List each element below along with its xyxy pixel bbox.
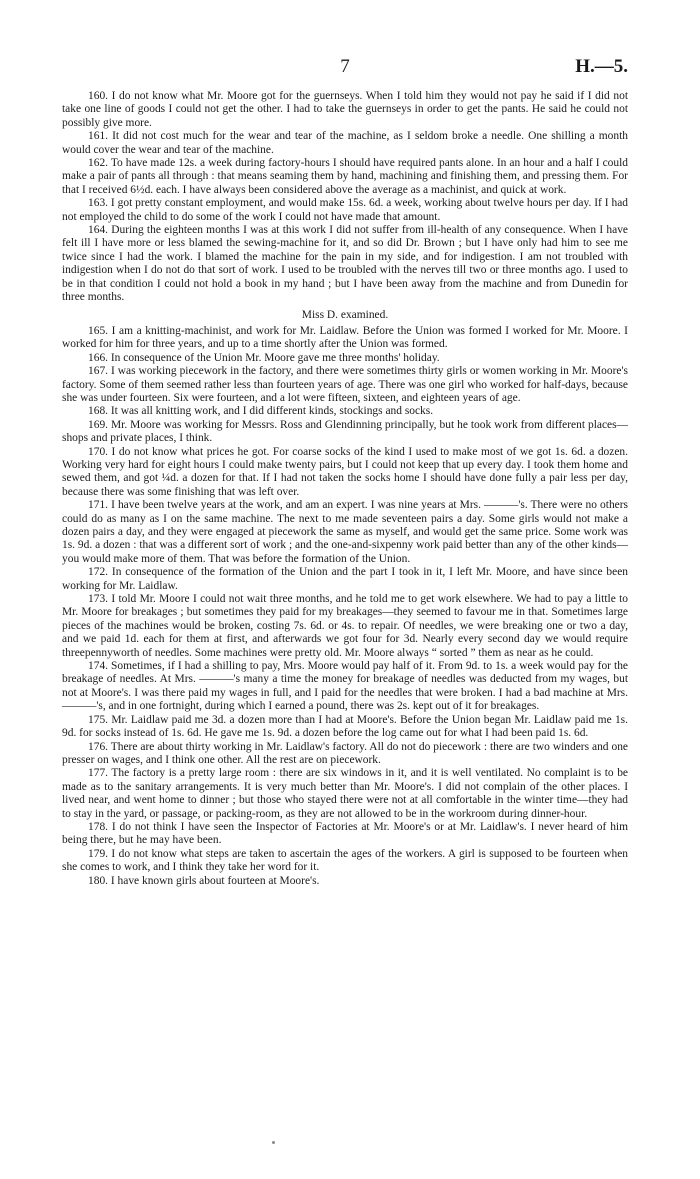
paragraph-165: 165. I am a knitting-machinist, and work for Mr. Laidlaw. Before the Union was formed I worked for Mr. Moore. I worked for him for three years, and up to a time shortly after the Union was formed. xyxy=(62,324,628,351)
footer-dot-mark xyxy=(272,1141,275,1144)
paragraph-175: 175. Mr. Laidlaw paid me 3d. a dozen more than I had at Moore's. Before the Union began Mr. Laidlaw paid me 1s. 9d. for socks instead of 1s. 6d. He gave me 1s. 9d. a dozen before the log came out for what I had been paid 1s. 6d. xyxy=(62,713,628,740)
paragraph-180: 180. I have known girls about fourteen at Moore's. xyxy=(88,874,320,887)
paragraph-173: 173. I told Mr. Moore I could not wait three months, and he told me to get work elsewhere. We had to pay a little to Mr. Moore for breakages ; but sometimes they paid for my breakages—they seemed to favour me in that. Sometimes large pieces of the machines would be broken, costing 7s. 6d. or 4s. to repair. Of needles, we were breaking one or two a day, and we paid 1d. each for them at first, and afterwards we got four for 3d. Nearly every second day we would require threepennyworth of needles. Some machines were pretty old. Mr. Moore always “ sorted ” them as near as he could. xyxy=(62,593,628,659)
paragraph-164: 164. During the eighteen months I was at this work I did not suffer from ill-health of any consequence. When I have felt ill I have more or less blamed the sewing-machine for it, and so did Dr. Brown ; but I have only had him to see me twice since I had the work. I blamed the machine for the pain in my side, and for indigestion. I am not troubled with indigestion when I do not do that sort of work. I used to be troubled with the nerves till two or three months ago. I used to be in that condition I could not hold a book in my hand ; but I have been away from the machine and from Dunedin for three months. xyxy=(62,224,628,304)
paragraph-169: 169. Mr. Moore was working for Messrs. Ross and Glendinning principally, but he took work from different places—shops and private places, I think. xyxy=(62,418,628,445)
paragraph-167: 167. I was working piecework in the factory, and there were sometimes thirty girls or women working in Mr. Moore's factory. Some of them seemed rather less than fourteen years of age. There was one girl who worked for half-days, because she was under fourteen. Six were fourteen, and a lot were fifteen, sixteen, and eighteen years of age. xyxy=(62,365,628,404)
paragraph-172: 172. In consequence of the formation of the Union and the part I took in it, I left Mr. Moore, and have since been working for Mr. Laidlaw. xyxy=(62,566,628,592)
page-header xyxy=(62,56,628,80)
paragraph-170: 170. I do not know what prices he got. For coarse socks of the kind I used to make most of we got 1s. 6d. a dozen. Working very hard for eight hours I could make twenty pairs, but I could not keep that up every day. I took them home and sewed them, and got ¼d. a dozen for that. If I had not taken the socks home I should have done fully a pair less per day, because there was some finishing that was left over. xyxy=(62,445,628,498)
document-body xyxy=(62,90,628,888)
paragraph-174: 174. Sometimes, if I had a shilling to pay, Mrs. Moore would pay half of it. From 9d. to 1s. a week would pay for the breakage of needles. At Mrs. ———'s many a time the money for breakage of needles was deducted from my wages, but not at Moore's. I was there paid my wages in full, and I paid for the needles that were broken. I had a bad machine at Mrs. ———'s, and in one fortnight, during which I earned a pound, there was 2s. kept out of it for breakages. xyxy=(62,660,628,713)
paragraph-162: 162. To have made 12s. a week during factory-hours I should have required pants alone. In an hour and a half I could make a pair of pants all through : that means seaming them by hand, machining and finishing them, and pressing them. For that I received 6½d. each. I have always been considered above the average as a machinist, and quick at work. xyxy=(62,157,628,196)
document-reference: H.—5. xyxy=(575,56,628,77)
paragraph-168: 168. It was all knitting work, and I did different kinds, stockings and socks. xyxy=(88,405,434,418)
page-number: 7 xyxy=(340,56,350,77)
paragraph-179: 179. I do not know what steps are taken to ascertain the ages of the workers. A girl is supposed to be fourteen when she comes to work, and I think they take her word for it. xyxy=(62,847,628,874)
paragraph-178: 178. I do not think I have seen the Inspector of Factories at Mr. Moore's or at Mr. Laidlaw's. I never heard of him being there, but he may have been. xyxy=(62,820,628,847)
paragraph-161: 161. It did not cost much for the wear and tear of the machine, as I seldom broke a needle. One shilling a month would cover the wear and tear of the machine. xyxy=(62,130,628,156)
paragraph-166: 166. In consequence of the Union Mr. Moore gave me three months' holiday. xyxy=(88,351,440,364)
paragraph-163: 163. I got pretty constant employment, and would make 15s. 6d. a week, working about twelve hours per day. If I had not employed the child to do some of the work I could not have made that amount. xyxy=(62,197,628,223)
paragraph-177: 177. The factory is a pretty large room : there are six windows in it, and it is well ventilated. No complaint is to be made as to the sanitary arrangements. It is very much better than Mr. Moore's. I did not complain of the other places. I lived near, and went home to dinner ; but those who stayed there were not at all comfortable in the winter time—they had to stay in the yard, or passage, or packing-room, as they are not allowed to be in the workroom during dinner-hour. xyxy=(62,767,628,820)
paragraph-176: 176. There are about thirty working in Mr. Laidlaw's factory. All do not do piecework : there are two winders and one presser on wages, and I think one other. All the rest are on piecework. xyxy=(62,740,628,766)
section-heading: Miss D. examined. xyxy=(301,308,389,321)
paragraph-171: 171. I have been twelve years at the work, and am an expert. I was nine years at Mrs. ———'s. There were no others could do as many as I on the same machine. The next to me made seventeen pairs a day. Some girls would not make a dozen pairs a day, and they were engaged at piecework the same as myself, and would get the same price. Some work was 1s. 9d. a dozen : that was a different sort of work ; and the one-and-sixpenny work paid better than any of the other kinds—you would make more of them. That was before the formation of the Union. xyxy=(62,499,628,565)
paragraph-160: 160. I do not know what Mr. Moore got for the guernseys. When I told him they would not pay he said if I did not take one line of goods I could not get the other. I had to take the guernseys in order to get the pants. He said he could not possibly give more. xyxy=(62,90,628,129)
